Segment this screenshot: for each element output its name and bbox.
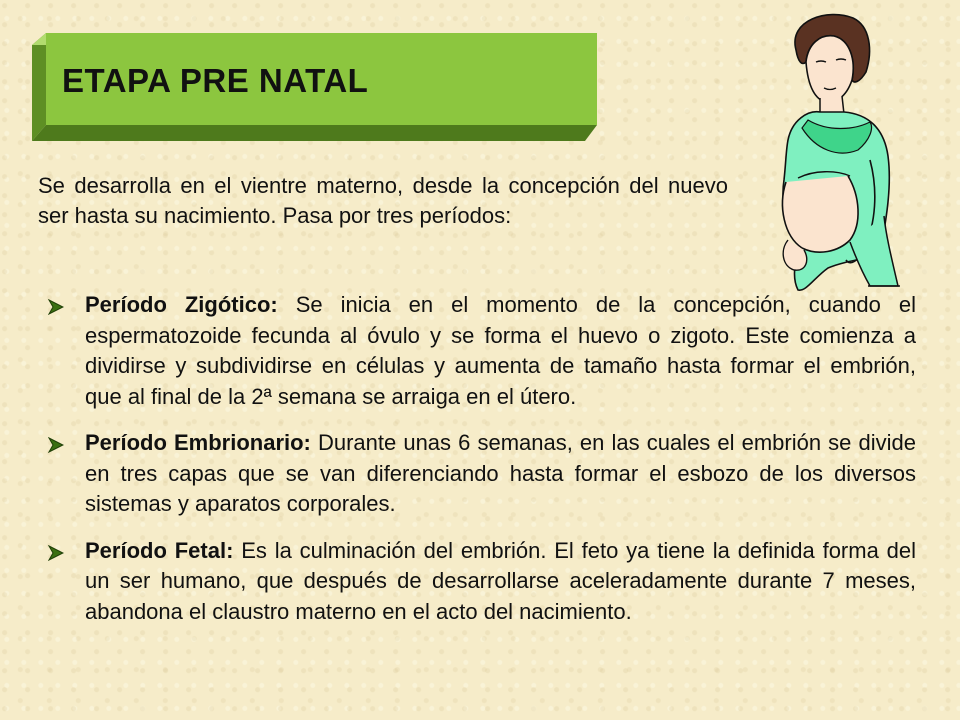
periods-list	[48, 290, 916, 643]
bullet-text: Es la culminación del embrión. El feto ya tiene la definida forma del un ser humano, que después de desarrollarse aceleradamente durante 7 meses, abandona el claustro materno en el acto del nacimiento.	[85, 537, 917, 624]
page-title: ETAPA PRE NATAL	[62, 62, 369, 99]
arrow-bullet-icon	[48, 545, 64, 561]
intro-paragraph: Se desarrolla en el vientre materno, desde la concepción del nuevo ser hasta su nacimiento. Pasa por tres períodos:	[38, 173, 728, 228]
bullet-term: Período Embrionario:	[85, 430, 311, 455]
title-banner	[32, 33, 597, 141]
bullet-text: Se inicia en el momento de la concepción, cuando el espermatozoide fecunda al óvulo y se forma el huevo o zigoto. Este comienza a dividirse y subdividirse en células y aumenta de tamaño hasta formar el embrión, que al final de la 2ª semana se arraiga en el útero.	[85, 292, 916, 409]
arrow-bullet-icon	[48, 437, 64, 453]
pregnant-woman-icon	[758, 10, 908, 297]
arrow-bullet-icon	[48, 299, 64, 315]
list-item-fetal	[48, 536, 916, 628]
bullet-term: Período Fetal:	[85, 537, 234, 563]
list-item-embrionario	[48, 428, 916, 520]
list-item-zigotico	[48, 290, 916, 412]
bullet-text: Durante unas 6 semanas, en las cuales el embrión se divide en tres capas que se van diferenciando hasta formar el esbozo de los diversos sistemas y aparatos corporales.	[85, 430, 916, 516]
bullet-term: Período Zigótico:	[85, 292, 278, 317]
